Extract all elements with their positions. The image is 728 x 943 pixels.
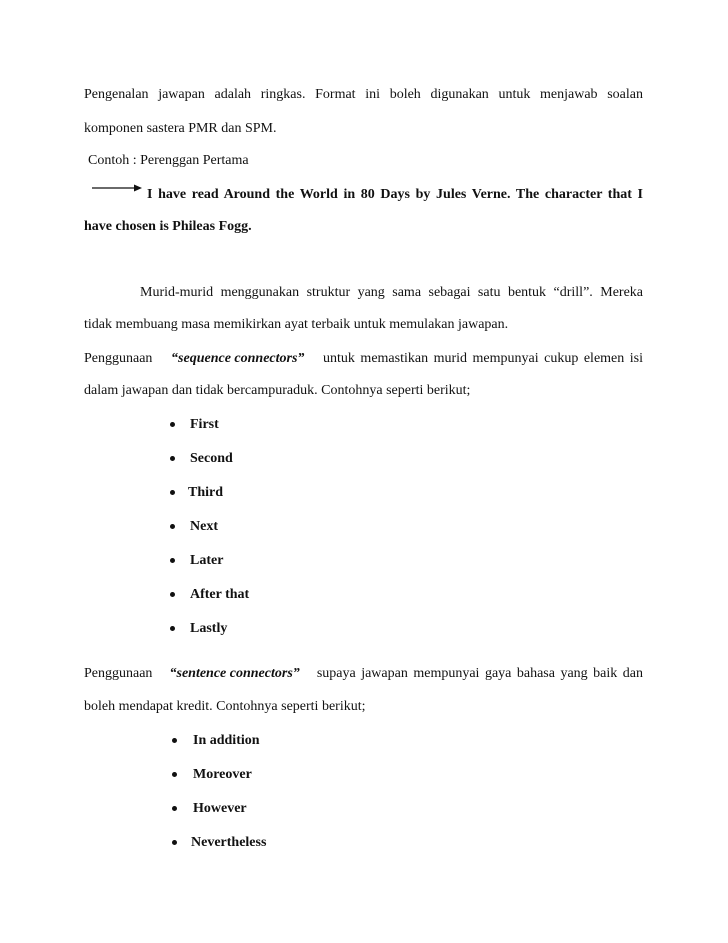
list-item: Moreover: [193, 767, 252, 782]
sentence-intro-line-1: [84, 665, 643, 683]
bullet-dot: [170, 558, 175, 563]
sequence-suffix: untuk memastikan murid mempunyai cukup elemen isi: [323, 351, 643, 366]
sentence-intro-line-2: boleh mendapat kredit. Contohnya seperti berikut;: [84, 699, 366, 714]
intro-line-2: komponen sastera PMR dan SPM.: [84, 121, 277, 136]
bullet-dot: [170, 626, 175, 631]
bullet-dot: [172, 840, 177, 845]
intro-line-1: Pengenalan jawapan adalah ringkas. Format ini boleh digunakan untuk menjawab soalan: [84, 87, 643, 102]
list-item: However: [193, 801, 247, 816]
paragraph2-line-1: Murid-murid menggunakan struktur yang sama sebagai satu bentuk “drill”. Mereka: [140, 285, 643, 300]
list-item: Nevertheless: [191, 835, 267, 850]
sequence-intro-line-1: [84, 350, 643, 368]
paragraph2-line-2: tidak membuang masa memikirkan ayat terbaik untuk memulakan jawapan.: [84, 317, 509, 332]
sequence-prefix: Penggunaan: [84, 351, 153, 366]
bullet-dot: [170, 592, 175, 597]
list-item: Lastly: [190, 621, 228, 636]
example-sentence-line-2: have chosen is Phileas Fogg.: [84, 219, 252, 234]
list-item: Later: [190, 553, 224, 568]
bullet-dot: [172, 806, 177, 811]
list-item: Third: [188, 485, 224, 500]
bullet-dot: [170, 456, 175, 461]
bullet-dot: [170, 490, 175, 495]
list-item: After that: [190, 587, 250, 602]
bullet-dot: [170, 422, 175, 427]
arrow-right-icon: [92, 183, 142, 193]
list-item: Next: [190, 519, 218, 534]
example-label: Contoh : Perenggan Pertama: [88, 153, 249, 168]
bullet-dot: [170, 524, 175, 529]
list-item: First: [190, 417, 219, 432]
sentence-prefix: Penggunaan: [84, 666, 153, 681]
sentence-term: “sentence connectors”: [169, 666, 300, 681]
bullet-dot: [172, 772, 177, 777]
sentence-suffix: supaya jawapan mempunyai gaya bahasa yang baik dan: [316, 666, 643, 681]
list-item: In addition: [193, 733, 260, 748]
list-item: Second: [190, 451, 233, 466]
sequence-intro-line-2: dalam jawapan dan tidak bercampuraduk. Contohnya seperti berikut;: [84, 383, 471, 398]
sequence-term: “sequence connectors”: [171, 351, 305, 366]
example-sentence-line-1: I have read Around the World in 80 Days by Jules Verne. The character that I: [147, 187, 643, 202]
bullet-dot: [172, 738, 177, 743]
